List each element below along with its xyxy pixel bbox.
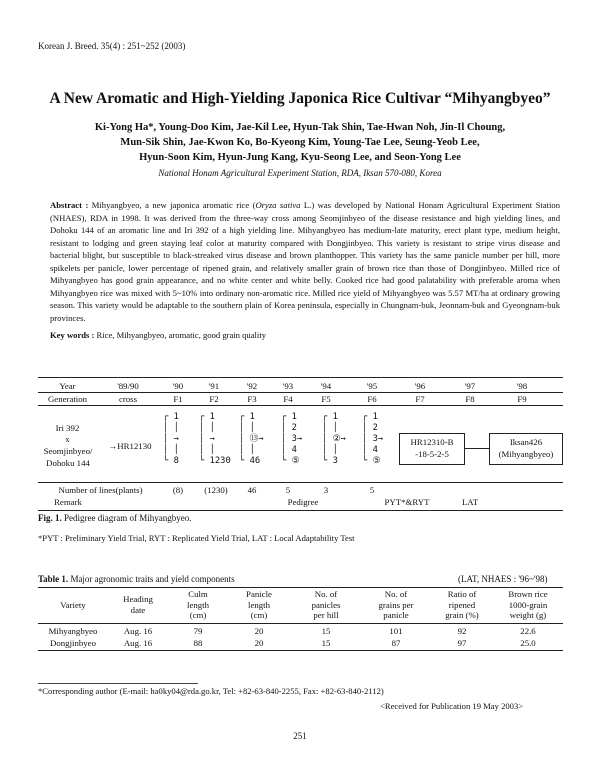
pedigree-col-95: [362, 412, 383, 467]
abstract-text-2: L.) was developed by National Honam Agricultural Experiment Station (NHAES), RDA in 1998. It was derived from the three-way cross among Seomjinbyeo of the disease resistance and high yielding lines, and Dohoku 144 of an aromatic line and Iri 392 of a high yielding line. Mihyangbyeo has medium-late maturity, erect plant type, medium height, resistant to lodging and green staying leaf color at maturity compared with Dongjinbyeo. This variety is resistant to stripe virus disease and bacterial blight, but susceptible to black-streaked virus disease and brown planthopper. This variety has the same panicle number per hill, more spikelets per panicle, lower percentage of ripened grain, and relatively smaller grain of brown rice than those of Dongjinbyeo. Milled rice of Mihyangbyeo has good grain appearance, and no white center and white belly. Cooked rice had good palatability with preferable aroma when Mihyangbyeo rice was mixed with 5~10% into ordinary non-aromatic rice. Milled rice yield of Mihyangbyeo was 5.57 MT/ha at ordinary growing season. This variety would be adaptable to the southern plain of Korea peninsula, especially in Chungnam-buk, Jeonnam-buk and Gyeongnam-buk provinces.: [50, 200, 560, 323]
author-line-1: Ki-Yong Ha*, Young-Doo Kim, Jae-Kil Lee, Hyun-Tak Shin, Tae-Hwan Noh, Jin-Il Choung,: [94, 122, 506, 133]
ped-line: │ ⑬→: [239, 434, 264, 444]
ped-line: ┌ 1: [362, 412, 378, 422]
ped-line: └ 46: [239, 456, 261, 466]
ped-line: │ │: [239, 445, 255, 455]
box-line-1: HR12310-B: [410, 437, 454, 447]
table-cell: 79: [193, 626, 203, 636]
header-line: Panicle: [246, 589, 272, 599]
ped-line: │ 2: [281, 423, 297, 433]
table-cell: 20: [254, 638, 264, 648]
keywords-text: Rice, Mihyangbyeo, aromatic, good grain quality: [94, 330, 267, 340]
table-cell: 20: [254, 626, 264, 636]
ped-line: └ 1230: [199, 456, 231, 466]
cultivar-line-1: Iksan426: [509, 437, 543, 447]
ped-line: │ →: [199, 434, 215, 444]
affiliation: National Honam Agricultural Experiment Station, RDA, Iksan 570-080, Korea: [158, 168, 442, 178]
table-cell: Aug. 16: [123, 626, 153, 636]
lines-count: (8): [172, 485, 184, 495]
table-cell: 15: [321, 626, 331, 636]
lines-count: 46: [247, 485, 257, 495]
table-header: [290, 589, 362, 621]
table-cell-variety: Mihyangbyeo: [48, 626, 98, 636]
table-cell: Aug. 16: [123, 638, 153, 648]
year-cell: '97: [464, 381, 476, 391]
abstract-label: Abstract :: [50, 200, 89, 210]
header-line: per hill: [313, 610, 339, 620]
parent-iri392: Iri 392: [55, 423, 80, 433]
table-cell-variety: Dongjinbyeo: [50, 638, 96, 648]
ped-line: └ 8: [163, 456, 179, 466]
figure-caption-label: Fig. 1.: [38, 513, 62, 523]
table-note: (LAT, NHAES : '96~'98): [458, 574, 548, 584]
figure-caption: [38, 513, 191, 523]
header-line: Culm: [188, 589, 208, 599]
author-line-3: Hyun-Soon Kim, Hyun-Jung Kang, Kyu-Seong Lee, and Seon-Yong Lee: [139, 152, 461, 163]
table-header: [228, 589, 290, 621]
table-rule-header: [38, 623, 563, 624]
ped-line: │ │: [199, 445, 215, 455]
header-line: Variety: [60, 600, 86, 610]
pedigree-col-91: [199, 412, 231, 467]
header-line: panicle: [383, 610, 409, 620]
pedigree-rule-mid: [38, 392, 563, 393]
remark-lat: LAT: [461, 497, 479, 507]
generation-cell: cross: [118, 394, 138, 404]
lines-count: 5: [285, 485, 291, 495]
ped-line: ┌ 1: [322, 412, 338, 422]
header-line: No. of: [314, 589, 338, 599]
table-cell: 97: [457, 638, 467, 648]
table-cell: 25.0: [520, 638, 536, 648]
cross-line-hr12130: →HR12130: [108, 441, 152, 451]
pedigree-col-93: [281, 412, 302, 467]
ped-line: │ 3→: [362, 434, 384, 444]
ped-line: │ │: [163, 423, 179, 433]
header-line: Heading: [123, 594, 153, 604]
parent-seomjinbyeo: Seomjinbyeo/: [43, 446, 93, 456]
year-label: Year: [59, 381, 76, 391]
ped-line: └ ⑤: [281, 456, 300, 466]
header-line: Ratio of: [447, 589, 477, 599]
header-line: No. of: [384, 589, 408, 599]
generation-cell: F1: [173, 394, 183, 404]
table-cell: 88: [193, 638, 203, 648]
table-caption-label: Table 1.: [38, 574, 69, 584]
table-rule-top: [38, 587, 563, 588]
ped-line: │ →: [163, 434, 179, 444]
table-header: [494, 589, 562, 621]
table-caption-text: Major agronomic traits and yield components: [68, 574, 235, 584]
received-date: <Received for Publication 19 May 2003>: [380, 701, 524, 711]
ped-line: │ │: [322, 423, 338, 433]
year-cell: '96: [414, 381, 426, 391]
ped-line: │ 4: [281, 445, 297, 455]
pedigree-rule-bottom: [38, 510, 563, 511]
year-cell: '91: [208, 381, 220, 391]
header-line: grain (%): [445, 610, 479, 620]
year-cell: '94: [320, 381, 332, 391]
ped-line: │ 3→: [281, 434, 303, 444]
header-line: Brown rice: [508, 589, 548, 599]
lines-count: 5: [369, 485, 375, 495]
table-header: [108, 594, 168, 615]
abstract-text-1: Mihyangbyeo, a new japonica aromatic rice (: [88, 200, 256, 210]
lines-count: 3: [323, 485, 329, 495]
header-line: panicles: [311, 599, 341, 610]
keywords: [50, 330, 266, 340]
footnote-rule: [38, 683, 198, 684]
generation-label: Generation: [47, 394, 88, 404]
cultivar-line-2: (Mihyangbyeo): [498, 449, 554, 459]
pedigree-rule-top: [38, 377, 563, 378]
table-caption: [38, 574, 235, 584]
pedigree-col-94: [322, 412, 346, 467]
line-box-hr12310: [399, 433, 465, 465]
box-connector: [464, 448, 489, 449]
table-header: [168, 589, 228, 621]
year-cell: '95: [366, 381, 378, 391]
ped-line: │ │: [199, 423, 215, 433]
page-number: 251: [293, 731, 307, 741]
header-line: length: [248, 599, 270, 610]
generation-cell: F9: [517, 394, 527, 404]
ped-line: │ 2: [362, 423, 378, 433]
figure-footnote: *PYT : Preliminary Yield Trial, RYT : Replicated Yield Trial, LAT : Local Adaptability Test: [38, 533, 355, 543]
cross-symbol: x: [65, 434, 70, 444]
ped-line: │ 4: [362, 445, 378, 455]
header-line: grains per: [378, 599, 414, 610]
figure-caption-text: Pedigree diagram of Mihyangbyeo.: [61, 513, 192, 523]
ped-line: ┌ 1: [239, 412, 255, 422]
table-cell: 15: [321, 638, 331, 648]
pedigree-col-90: [163, 412, 179, 467]
cultivar-box-iksan426: [489, 433, 563, 465]
parent-dohoku144: Dohoku 144: [46, 458, 90, 468]
generation-cell: F4: [283, 394, 293, 404]
ped-line: ┌ 1: [281, 412, 297, 422]
ped-line: ┌ 1: [163, 412, 179, 422]
ped-line: │ │: [322, 445, 338, 455]
lines-count: (1230): [204, 485, 228, 495]
table-cell: 92: [457, 626, 467, 636]
table-header: [430, 589, 494, 621]
ped-line: │ │: [163, 445, 179, 455]
year-cell: '98: [516, 381, 528, 391]
ped-line: │ │: [239, 423, 255, 433]
year-cell: '90: [172, 381, 184, 391]
abstract-species: Oryza sativa: [255, 200, 301, 210]
year-cell: '92: [246, 381, 258, 391]
ped-line: └ 3: [322, 456, 338, 466]
table-rule-bottom: [38, 650, 563, 651]
year-cell: '93: [282, 381, 294, 391]
header-line: 1000-grain: [508, 599, 548, 610]
ped-line: │ ②→: [322, 434, 346, 444]
table-cell: 101: [389, 626, 403, 636]
ped-line: ┌ 1: [199, 412, 215, 422]
generation-cell: F7: [415, 394, 425, 404]
generation-cell: F2: [209, 394, 219, 404]
generation-cell: F6: [367, 394, 377, 404]
table-cell: 22.6: [520, 626, 536, 636]
pedigree-col-92: [239, 412, 264, 467]
header-line: (cm): [250, 610, 268, 620]
generation-cell: F8: [465, 394, 475, 404]
abstract: [50, 199, 560, 324]
header-line: weight (g): [509, 610, 547, 620]
generation-cell: F5: [321, 394, 331, 404]
keywords-label: Key words :: [50, 330, 95, 340]
author-line-2: Mun-Sik Shin, Jae-Kwon Ko, Bo-Kyeong Kim, Young-Tae Lee, Seung-Yeob Lee,: [120, 137, 480, 148]
pedigree-rule-header: [38, 405, 563, 406]
ped-line: └ ⑤: [362, 456, 381, 466]
remark-pyt: PYT*&RYT: [384, 497, 430, 507]
year-cell: '89/90: [117, 381, 139, 391]
table-cell: 87: [391, 638, 401, 648]
lines-label: Number of lines(plants): [58, 485, 143, 495]
table-header: [362, 589, 430, 621]
box-line-2: -18-5-2-5: [415, 449, 449, 459]
paper-title: A New Aromatic and High-Yielding Japonica Rice Cultivar “Mihyangbyeo”: [49, 90, 551, 107]
remark-label: Remark: [54, 497, 82, 507]
header-line: (cm): [189, 610, 207, 620]
generation-cell: F3: [247, 394, 257, 404]
table-header: [38, 600, 108, 611]
corresponding-author: *Corresponding author (E-mail: ha0ky04@rda.go.kr, Tel: +82-63-840-2255, Fax: +82-63-840-2112): [38, 686, 384, 696]
header-line: length: [187, 599, 209, 610]
header-line: date: [130, 604, 146, 615]
pedigree-rule-lines: [38, 482, 563, 483]
remark-pedigree: Pedigree: [287, 497, 319, 507]
header-line: ripened: [448, 599, 476, 610]
journal-citation: Korean J. Breed. 35(4) : 251~252 (2003): [38, 41, 186, 51]
